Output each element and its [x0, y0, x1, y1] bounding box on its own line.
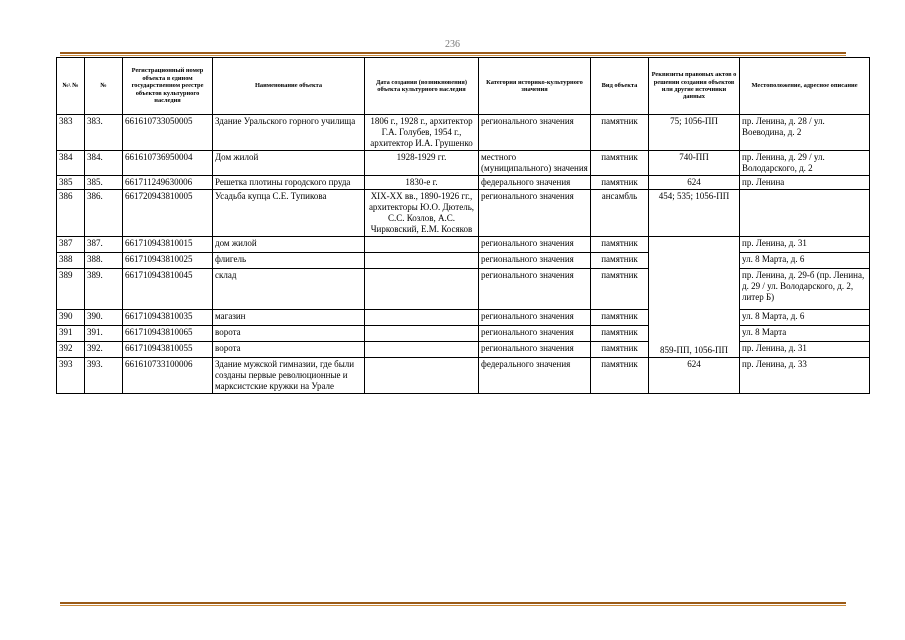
registration-number: 661610733050005 — [123, 115, 213, 151]
creation-date: 1830-е г. — [365, 176, 479, 190]
row-index: 390 — [57, 310, 85, 326]
row-index: 391 — [57, 326, 85, 342]
location: ул. 8 Марта, д. 6 — [740, 310, 870, 326]
table-row — [57, 252, 870, 268]
creation-date: 1928-1929 гг. — [365, 151, 479, 176]
header-row-number: №\ № — [57, 58, 85, 115]
category: регионального значения — [479, 115, 591, 151]
object-name: Дом жилой — [213, 151, 365, 176]
row-index: 388 — [57, 252, 85, 268]
legal-acts: 624 — [649, 176, 740, 190]
location — [740, 190, 870, 237]
category: регионального значения — [479, 252, 591, 268]
header-legal-acts: Реквизиты правовых актов о решении создания объектов или другие источники данных — [649, 58, 740, 115]
row-number: 387. — [85, 237, 123, 253]
location: пр. Ленина, д. 28 / ул. Воеводина, д. 2 — [740, 115, 870, 151]
row-number: 392. — [85, 341, 123, 357]
row-number: 388. — [85, 252, 123, 268]
category: регионального значения — [479, 341, 591, 357]
location: пр. Ленина, д. 31 — [740, 237, 870, 253]
object-name: ворота — [213, 341, 365, 357]
registration-number: 661710943810045 — [123, 268, 213, 309]
row-index: 385 — [57, 176, 85, 190]
registration-number: 661710943810055 — [123, 341, 213, 357]
category: регионального значения — [479, 326, 591, 342]
object-kind: памятник — [591, 252, 649, 268]
creation-date — [365, 310, 479, 326]
row-number: 391. — [85, 326, 123, 342]
creation-date — [365, 341, 479, 357]
location: ул. 8 Марта, д. 6 — [740, 252, 870, 268]
header-registration-number: Регистрационный номер объекта в едином государственном реестре объектов культурного наследия — [123, 58, 213, 115]
row-number: 384. — [85, 151, 123, 176]
object-kind: памятник — [591, 310, 649, 326]
legal-acts: 454; 535; 1056-ПП — [649, 190, 740, 237]
category: регионального значения — [479, 237, 591, 253]
object-name: магазин — [213, 310, 365, 326]
header-creation-date: Дата создания (возникновения) объекта культурного наследия — [365, 58, 479, 115]
header-category: Категория историко-культурного значения — [479, 58, 591, 115]
registration-number: 661610736950004 — [123, 151, 213, 176]
object-kind: памятник — [591, 326, 649, 342]
top-rule — [60, 52, 846, 56]
row-number: 389. — [85, 268, 123, 309]
legal-acts-merged: 859-ПП, 1056-ПП — [649, 237, 740, 358]
category: федерального значения — [479, 358, 591, 394]
legal-acts: 740-ПП — [649, 151, 740, 176]
row-number: 386. — [85, 190, 123, 237]
registration-number: 661710943810015 — [123, 237, 213, 253]
object-kind: памятник — [591, 115, 649, 151]
creation-date: XIX-XX вв., 1890-1926 гг., архитекторы Ю.О. Дютель, С.С. Козлов, А.С. Чирковский, Е.М. Косяков — [365, 190, 479, 237]
row-number: 393. — [85, 358, 123, 394]
category: регионального значения — [479, 190, 591, 237]
location: пр. Ленина, д. 29 / ул. Володарского, д. 2 — [740, 151, 870, 176]
page-number: 236 — [445, 39, 460, 50]
creation-date — [365, 237, 479, 253]
row-index: 392 — [57, 341, 85, 357]
category: местного (муниципального) значения — [479, 151, 591, 176]
row-index: 386 — [57, 190, 85, 237]
header-object-kind: Вид объекта — [591, 58, 649, 115]
table-row — [57, 358, 870, 394]
table-header-row — [57, 58, 870, 115]
object-name: склад — [213, 268, 365, 309]
object-name: ворота — [213, 326, 365, 342]
creation-date — [365, 252, 479, 268]
table-row — [57, 237, 870, 253]
row-number: 385. — [85, 176, 123, 190]
location: пр. Ленина, д. 31 — [740, 341, 870, 357]
location: пр. Ленина, д. 33 — [740, 358, 870, 394]
table-row — [57, 151, 870, 176]
row-index: 383 — [57, 115, 85, 151]
creation-date — [365, 326, 479, 342]
table-row — [57, 268, 870, 309]
heritage-register-table — [56, 57, 870, 394]
object-kind: памятник — [591, 341, 649, 357]
row-index: 384 — [57, 151, 85, 176]
creation-date — [365, 268, 479, 309]
category: регионального значения — [479, 268, 591, 309]
creation-date: 1806 г., 1928 г., архитектор Г.А. Голубев, 1954 г., архитектор И.А. Грушенко — [365, 115, 479, 151]
registration-number: 661710943810035 — [123, 310, 213, 326]
row-index: 387 — [57, 237, 85, 253]
object-kind: памятник — [591, 268, 649, 309]
header-object-name: Наименование объекта — [213, 58, 365, 115]
header-location: Местоположение, адресное описание — [740, 58, 870, 115]
row-index: 393 — [57, 358, 85, 394]
object-name: Здание Уральского горного училища — [213, 115, 365, 151]
row-index: 389 — [57, 268, 85, 309]
header-number: № — [85, 58, 123, 115]
table-row — [57, 326, 870, 342]
registration-number: 661710943810025 — [123, 252, 213, 268]
object-kind: памятник — [591, 176, 649, 190]
object-name: Усадьба купца С.Е. Тупикова — [213, 190, 365, 237]
object-kind: ансамбль — [591, 190, 649, 237]
creation-date — [365, 358, 479, 394]
registration-number: 661610733100006 — [123, 358, 213, 394]
registration-number: 661710943810065 — [123, 326, 213, 342]
location: пр. Ленина, д. 29-б (пр. Ленина, д. 29 / ул. Володарского, д. 2, литер Б) — [740, 268, 870, 309]
table-row — [57, 190, 870, 237]
category: федерального значения — [479, 176, 591, 190]
row-number: 390. — [85, 310, 123, 326]
table-row — [57, 341, 870, 357]
category: регионального значения — [479, 310, 591, 326]
table-row — [57, 115, 870, 151]
registration-number: 661720943810005 — [123, 190, 213, 237]
table-row — [57, 310, 870, 326]
legal-acts: 624 — [649, 358, 740, 394]
object-kind: памятник — [591, 358, 649, 394]
object-kind: памятник — [591, 151, 649, 176]
object-name: дом жилой — [213, 237, 365, 253]
table-row — [57, 176, 870, 190]
location: ул. 8 Марта — [740, 326, 870, 342]
row-number: 383. — [85, 115, 123, 151]
registration-number: 661711249630006 — [123, 176, 213, 190]
object-name: флигель — [213, 252, 365, 268]
bottom-rule — [60, 602, 846, 606]
object-kind: памятник — [591, 237, 649, 253]
legal-acts: 75; 1056-ПП — [649, 115, 740, 151]
object-name: Здание мужской гимназии, где были созданы первые революционные и марксистские кружки на Урале — [213, 358, 365, 394]
location: пр. Ленина — [740, 176, 870, 190]
object-name: Решетка плотины городского пруда — [213, 176, 365, 190]
